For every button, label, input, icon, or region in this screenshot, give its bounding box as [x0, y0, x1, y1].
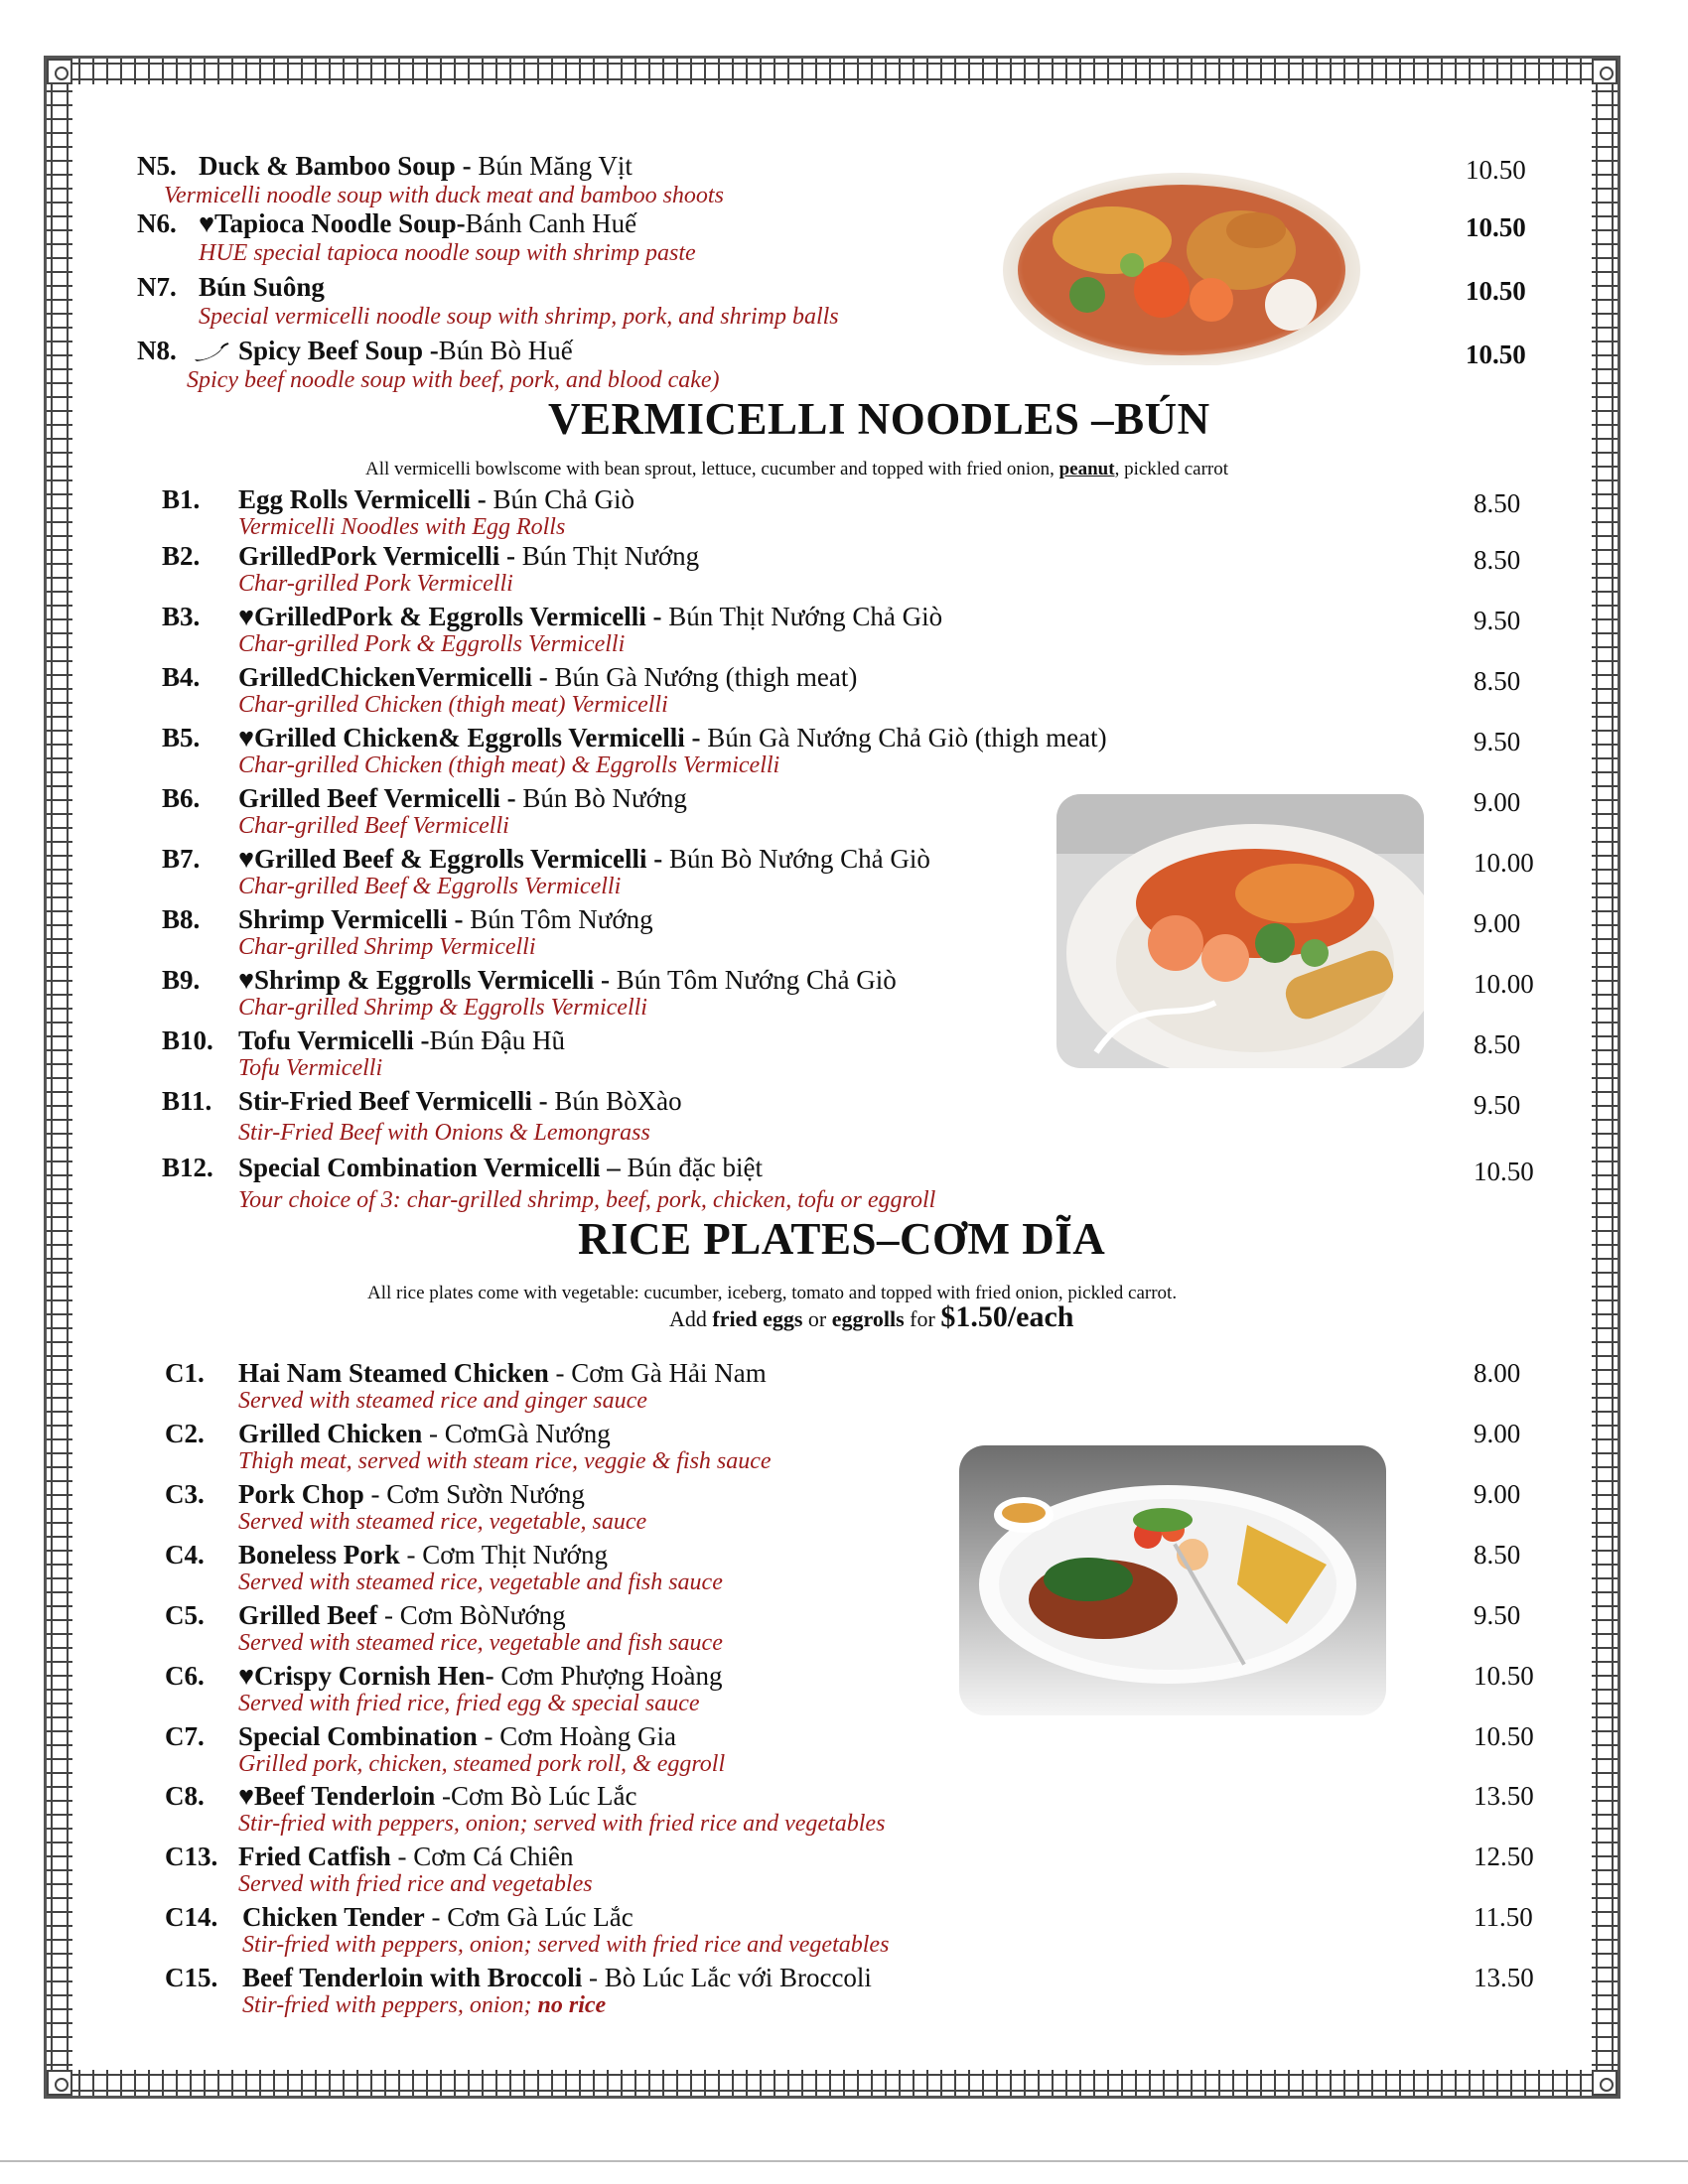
item-code: B1.: [162, 484, 201, 514]
item-description: Char-grilled Shrimp Vermicelli: [238, 934, 536, 960]
item-viet-name: Bún Bò Nướng: [522, 783, 687, 813]
item-code: C15.: [165, 1963, 218, 1992]
item-title: [238, 602, 942, 632]
item-code: B8.: [162, 904, 201, 934]
item-price: 10.50: [1466, 155, 1526, 185]
item-code: B5.: [162, 723, 201, 752]
item-description: Thigh meat, served with steam rice, veggie & fish sauce: [238, 1448, 772, 1474]
item-title: [238, 541, 699, 572]
border-top: [47, 59, 1618, 84]
border-corner: [1592, 59, 1618, 84]
item-name: Shrimp Vermicelli -: [238, 904, 471, 934]
item-description: Tofu Vermicelli: [238, 1055, 383, 1081]
item-viet-name: - Cơm Thịt Nướng: [399, 1540, 608, 1570]
item-code: B10.: [162, 1025, 213, 1055]
item-viet-name: - Cơm Sườn Nướng: [363, 1479, 585, 1509]
item-price: 9.50: [1474, 1600, 1521, 1630]
item-title: [238, 484, 634, 515]
item-description: Char-grilled Beef & Eggrolls Vermicelli: [238, 874, 622, 899]
item-description: Special vermicelli noodle soup with shrimp, pork, and shrimp balls: [199, 304, 839, 330]
note-price: $1.50/each: [940, 1300, 1074, 1333]
item-separator: -: [455, 151, 479, 181]
item-price: 12.50: [1474, 1842, 1534, 1871]
item-code: C7.: [165, 1721, 205, 1751]
item-name: Grilled Chicken: [238, 1419, 423, 1448]
item-code: C13.: [165, 1842, 218, 1871]
item-name: Chicken Tender: [242, 1902, 425, 1932]
item-viet-name: - CơmGà Nướng: [422, 1419, 611, 1448]
item-viet-name: - Cơm BòNướng: [377, 1600, 566, 1630]
section-title-rice: RICE PLATES–CƠM DĨA: [578, 1214, 1106, 1264]
item-title: [238, 1358, 767, 1389]
item-price: 9.50: [1474, 1090, 1521, 1120]
item-code: C5.: [165, 1600, 205, 1630]
item-price: 10.00: [1474, 969, 1534, 999]
item-description: Stir-Fried Beef with Onions & Lemongrass: [238, 1120, 650, 1146]
item-viet-name: Bún Bò Huế: [438, 336, 573, 365]
item-description: Stir-fried with peppers, onion; served with fried rice and vegetables: [238, 1811, 886, 1837]
item-name: Special Combination Vermicelli –: [238, 1153, 628, 1182]
item-price: 9.00: [1474, 1419, 1521, 1448]
item-name: ♥GrilledPork & Eggrolls Vermicelli -: [238, 602, 669, 631]
item-name: GrilledPork Vermicelli -: [238, 541, 522, 571]
item-price: 8.50: [1474, 1540, 1521, 1570]
item-price: 10.50: [1474, 1721, 1534, 1751]
item-viet-name: Bánh Canh Huế: [465, 208, 637, 238]
item-name: ♥Grilled Beef & Eggrolls Vermicelli -: [238, 844, 669, 874]
item-description-bold: no rice: [537, 1992, 607, 2018]
item-description: Char-grilled Pork & Eggrolls Vermicelli: [238, 631, 626, 657]
item-description: Char-grilled Chicken (thigh meat) Vermicelli: [238, 692, 668, 718]
item-name: Bún Suông: [199, 272, 325, 302]
item-code: C3.: [165, 1479, 205, 1509]
item-title: [238, 1025, 565, 1056]
item-title: [199, 151, 633, 182]
item-viet-name: Bún Thịt Nướng Chả Giò: [668, 602, 943, 631]
item-name: Beef Tenderloin with Broccoli: [242, 1963, 583, 1992]
item-name: ♥Crispy Cornish Hen-: [238, 1661, 494, 1691]
item-title: [238, 1153, 763, 1183]
item-viet-name: Bún Gà Nướng (thigh meat): [554, 662, 858, 692]
item-name: ♥Beef Tenderloin: [238, 1781, 436, 1811]
item-title: [238, 1419, 611, 1449]
item-description: Served with steamed rice, vegetable, sauce: [238, 1509, 647, 1535]
item-name: ♥Tapioca Noodle Soup-: [199, 208, 466, 238]
item-name: Grilled Beef Vermicelli -: [238, 783, 523, 813]
item-title: [238, 1781, 637, 1812]
item-price: 13.50: [1474, 1963, 1534, 1992]
item-price: 10.50: [1466, 212, 1526, 242]
item-viet-name: Bún Bò Nướng Chả Giò: [668, 844, 930, 874]
item-code: N5.: [137, 151, 177, 181]
item-title: [238, 1842, 574, 1872]
item-name: Duck & Bamboo Soup: [199, 151, 456, 181]
item-title: [238, 336, 573, 366]
item-price: 10.50: [1474, 1661, 1534, 1691]
item-viet-name: Bún Đậu Hũ: [429, 1025, 565, 1055]
item-price: 9.00: [1474, 787, 1521, 817]
item-code: C6.: [165, 1661, 205, 1691]
item-title: [199, 272, 325, 303]
item-code: B12.: [162, 1153, 213, 1182]
item-code: B9.: [162, 965, 201, 995]
border-corner: [47, 2070, 72, 2096]
item-name: Special Combination: [238, 1721, 478, 1751]
item-title: [238, 783, 687, 814]
item-name: Pork Chop: [238, 1479, 364, 1509]
item-description: HUE special tapioca noodle soup with shrimp paste: [199, 240, 696, 266]
item-viet-name: -Cơm Bò Lúc Lắc: [435, 1781, 637, 1811]
item-name: Hai Nam Steamed Chicken: [238, 1358, 549, 1388]
item-title: [238, 844, 930, 875]
item-price: 9.00: [1474, 1479, 1521, 1509]
item-viet-name: - Cơm Hoàng Gia: [477, 1721, 677, 1751]
item-price: 8.50: [1474, 488, 1521, 518]
border-bottom: [47, 2070, 1618, 2096]
item-price: 8.50: [1474, 545, 1521, 575]
item-description: Served with fried rice, fried egg & special sauce: [238, 1691, 700, 1716]
item-viet-name: Bún Gà Nướng Chả Giò (thigh meat): [707, 723, 1107, 752]
item-name: Boneless Pork: [238, 1540, 400, 1570]
item-name: ♥Grilled Chicken& Eggrolls Vermicelli -: [238, 723, 708, 752]
item-name: Stir-Fried Beef Vermicelli -: [238, 1086, 555, 1116]
item-title: [199, 208, 636, 239]
section-title-vermicelli: VERMICELLI NOODLES –BÚN: [548, 394, 1210, 444]
item-name: Fried Catfish: [238, 1842, 391, 1871]
item-description: Served with steamed rice and ginger sauce: [238, 1388, 647, 1414]
item-description: Char-grilled Beef Vermicelli: [238, 813, 509, 839]
item-viet-name: - Bò Lúc Lắc với Broccoli: [582, 1963, 872, 1992]
border-right: [1592, 59, 1618, 2096]
item-description: Served with steamed rice, vegetable and fish sauce: [238, 1630, 723, 1656]
item-price: 10.50: [1466, 276, 1526, 306]
note-text: All vermicelli bowlscome with bean sprout, lettuce, cucumber and topped with fried onion,: [365, 459, 1059, 479]
item-code: N6.: [137, 208, 177, 238]
item-name: ♥Shrimp & Eggrolls Vermicelli -: [238, 965, 617, 995]
item-code: C8.: [165, 1781, 205, 1811]
item-description: Stir-fried with peppers, onion; served with fried rice and vegetables: [242, 1932, 890, 1958]
item-description: Vermicelli Noodles with Egg Rolls: [238, 514, 566, 540]
item-title: [238, 965, 897, 996]
item-price: 13.50: [1474, 1781, 1534, 1811]
item-code: B7.: [162, 844, 201, 874]
item-price: 9.50: [1474, 727, 1521, 756]
item-viet-name: Bún Tôm Nướng: [470, 904, 653, 934]
item-description: Served with steamed rice, vegetable and fish sauce: [238, 1570, 723, 1595]
item-code: B4.: [162, 662, 201, 692]
item-code: C1.: [165, 1358, 205, 1388]
border-corner: [1592, 2070, 1618, 2096]
item-description: Char-grilled Pork Vermicelli: [238, 571, 513, 597]
item-viet-name: - Cơm Gà Lúc Lắc: [424, 1902, 633, 1932]
item-title: [242, 1902, 633, 1933]
note-text: for: [904, 1306, 941, 1331]
item-description: Grilled pork, chicken, steamed pork roll, & eggroll: [238, 1751, 726, 1777]
item-title: [242, 1963, 872, 1993]
item-code: C2.: [165, 1419, 205, 1448]
section-note-rice-addon: [669, 1300, 1073, 1334]
section-note-rice: All rice plates come with vegetable: cucumber, iceberg, tomato and topped with fried onion, pickled carrot.: [367, 1283, 1178, 1303]
vermicelli-photo: [1056, 794, 1424, 1068]
item-viet-name: Bún đặc biệt: [627, 1153, 763, 1182]
item-description: Served with fried rice and vegetables: [238, 1871, 593, 1897]
noodle-soup-photo: [993, 171, 1370, 365]
item-name: Egg Rolls Vermicelli -: [238, 484, 493, 514]
item-name: Tofu Vermicelli -: [238, 1025, 430, 1055]
note-text: Add: [669, 1306, 713, 1331]
border-left: [47, 59, 72, 2096]
item-price: 11.50: [1474, 1902, 1533, 1932]
border-corner: [47, 59, 72, 84]
item-code: B6.: [162, 783, 201, 813]
item-code: N8.: [137, 336, 177, 365]
note-eggrolls: eggrolls: [831, 1306, 905, 1331]
item-title: [238, 904, 653, 935]
item-code: B11.: [162, 1086, 212, 1116]
item-name: Grilled Beef: [238, 1600, 378, 1630]
item-price: 8.50: [1474, 1029, 1521, 1059]
item-name: Spicy Beef Soup -: [238, 336, 439, 365]
item-viet-name: Bún BòXào: [554, 1086, 682, 1116]
note-text: or: [802, 1306, 832, 1331]
item-description-text: Stir-fried with peppers, onion;: [242, 1992, 538, 2018]
chili-pepper-icon: [191, 341, 230, 363]
item-viet-name: - Cơm Cá Chiên: [390, 1842, 574, 1871]
rice-plate-photo: [959, 1445, 1386, 1715]
item-price: 8.50: [1474, 666, 1521, 696]
item-title: [238, 1661, 723, 1692]
item-description: Vermicelli noodle soup with duck meat and bamboo shoots: [164, 183, 724, 208]
item-price: 10.50: [1474, 1157, 1534, 1186]
item-description: Char-grilled Chicken (thigh meat) & Eggrolls Vermicelli: [238, 752, 780, 778]
item-description: Char-grilled Shrimp & Eggrolls Vermicelli: [238, 995, 647, 1021]
item-title: [238, 662, 857, 693]
item-title: [238, 1479, 585, 1510]
item-viet-name: Bún Măng Vịt: [478, 151, 633, 181]
item-code: C4.: [165, 1540, 205, 1570]
item-code: N7.: [137, 272, 177, 302]
item-description: [242, 1992, 606, 2019]
item-title: [238, 723, 1107, 753]
item-code: B2.: [162, 541, 201, 571]
section-note-vermicelli: [365, 459, 1228, 480]
item-title: [238, 1600, 566, 1631]
item-price: 10.00: [1474, 848, 1534, 878]
note-peanut: peanut: [1058, 459, 1115, 479]
item-description: Your choice of 3: char-grilled shrimp, beef, pork, chicken, tofu or eggroll: [238, 1187, 936, 1213]
item-price: 10.50: [1466, 340, 1526, 369]
item-title: [238, 1086, 682, 1117]
item-viet-name: Bún Tôm Nướng Chả Giò: [616, 965, 897, 995]
item-price: 8.00: [1474, 1358, 1521, 1388]
note-text-end: , pickled carrot: [1114, 459, 1229, 479]
item-title: [238, 1721, 676, 1752]
item-name: GrilledChickenVermicelli -: [238, 662, 555, 692]
item-viet-name: - Cơm Gà Hải Nam: [548, 1358, 767, 1388]
item-description: Spicy beef noodle soup with beef, pork, and blood cake): [187, 367, 720, 393]
item-viet-name: Bún Thịt Nướng: [521, 541, 700, 571]
item-viet-name: Bún Chả Giò: [492, 484, 634, 514]
item-code: B3.: [162, 602, 201, 631]
item-price: 9.50: [1474, 606, 1521, 635]
item-code: C14.: [165, 1902, 218, 1932]
item-viet-name: Cơm Phượng Hoàng: [493, 1661, 723, 1691]
note-fried-eggs: fried eggs: [712, 1306, 803, 1331]
item-price: 9.00: [1474, 908, 1521, 938]
item-title: [238, 1540, 608, 1570]
page-bottom-rule: [0, 2160, 1688, 2162]
